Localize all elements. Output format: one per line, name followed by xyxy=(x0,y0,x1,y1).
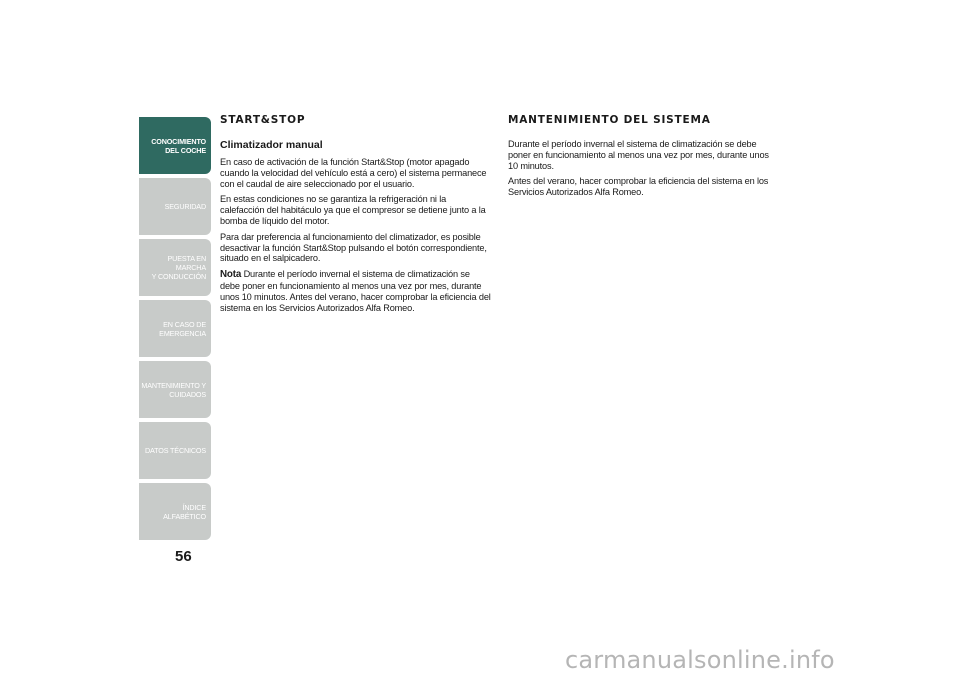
watermark-text: carmanualsonline.info xyxy=(565,646,835,674)
note-text: Durante el período invernal el sistema de climatización se debe poner en funcionamiento al menos una vez por mes, durante unos 10 minutos. Antes del verano, hacer comprobar la eficiencia del sistema en los Servicios Autorizados Alfa Romeo. xyxy=(220,269,491,313)
tab-en-caso-de-emergencia[interactable] xyxy=(139,300,211,357)
tab-puesta-en-marcha[interactable] xyxy=(139,239,211,296)
left-column xyxy=(220,114,492,318)
chapter-sidebar xyxy=(139,117,211,544)
tab-label: MANTENIMIENTO Y CUIDADOS xyxy=(141,380,206,399)
subheading-climatizador-manual: Climatizador manual xyxy=(220,139,323,151)
page-number: 56 xyxy=(175,548,192,565)
body-paragraph: En estas condiciones no se garantiza la refrigeración ni la calefacción del habitáculo ya que el compresor se detiene junto a la bomba de líquido del motor. xyxy=(220,194,486,226)
tab-label: ÍNDICE ALFABÉTICO xyxy=(163,502,206,521)
tab-label: DATOS TÉCNICOS xyxy=(145,446,206,455)
tab-label: PUESTA EN MARCHA Y CONDUCCIÓN xyxy=(151,254,206,281)
body-paragraph: Antes del verano, hacer comprobar la eficiencia del sistema en los Servicios Autorizados Alfa Romeo. xyxy=(508,176,769,198)
body-paragraph: Durante el período invernal el sistema de climatización se debe poner en funcionamiento al menos una vez por mes, durante unos 10 minutos. xyxy=(508,139,769,171)
section-heading-start-stop: START&STOP xyxy=(220,114,306,126)
body-paragraph: En caso de activación de la función Start&Stop (motor apagado cuando la velocidad del vehículo está a cero) el sistema permanece con el caudal de aire seleccionado por el usuario. xyxy=(220,157,487,189)
tab-conocimiento-del-coche[interactable] xyxy=(139,117,211,174)
tab-datos-tecnicos[interactable] xyxy=(139,422,211,479)
right-column xyxy=(508,114,780,203)
tab-indice-alfabetico[interactable] xyxy=(139,483,211,540)
tab-label: EN CASO DE EMERGENCIA xyxy=(159,319,206,338)
body-paragraph: Para dar preferencia al funcionamiento del climatizador, es posible desactivar la función Start&Stop pulsando el botón correspondiente, situado en el salpicadero. xyxy=(220,231,487,264)
section-heading-mantenimiento: MANTENIMIENTO DEL SISTEMA xyxy=(508,114,711,126)
tab-label: CONOCIMIENTO DEL COCHE xyxy=(151,136,206,155)
note-paragraph xyxy=(220,269,492,313)
tab-label: SEGURIDAD xyxy=(164,202,206,211)
tab-seguridad[interactable] xyxy=(139,178,211,235)
note-label: Nota xyxy=(220,269,242,281)
tab-mantenimiento[interactable] xyxy=(139,361,211,418)
